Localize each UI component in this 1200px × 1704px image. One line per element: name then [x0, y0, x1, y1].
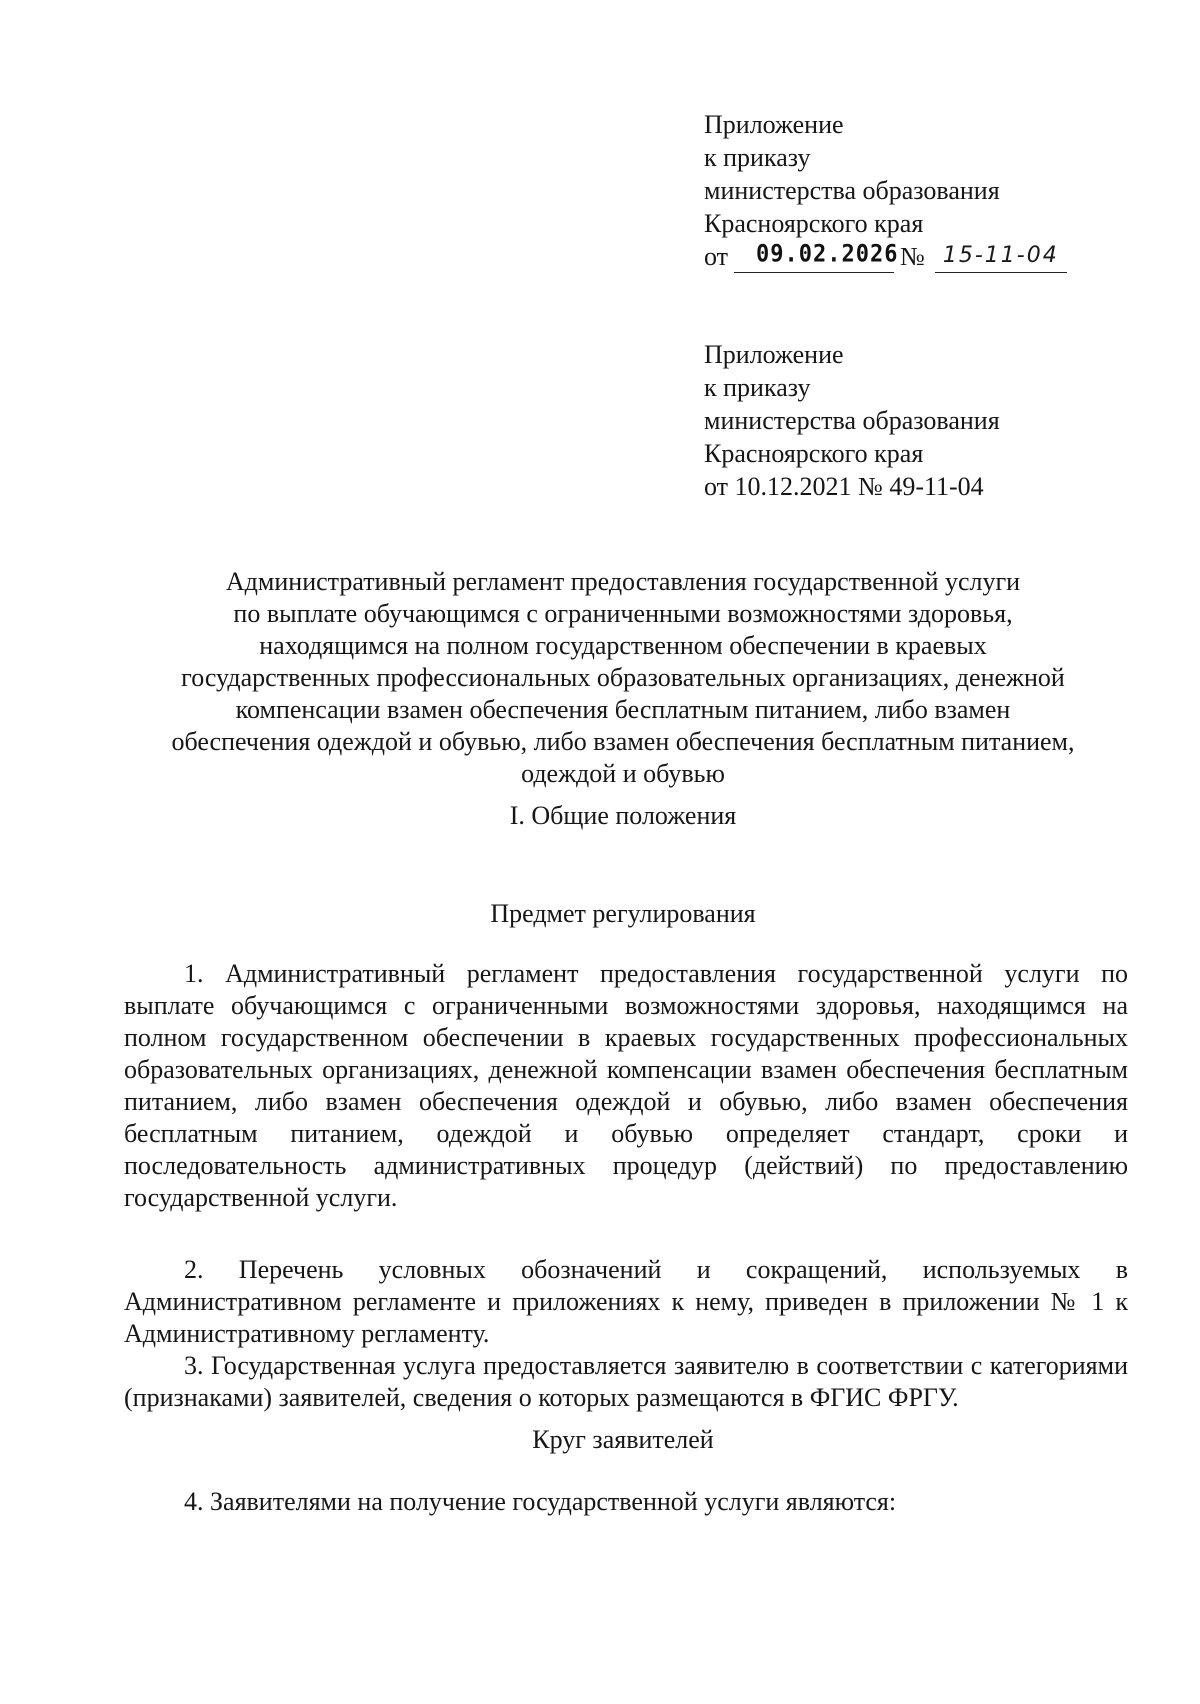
document-title: [118, 566, 1128, 790]
title-line: государственных профессиональных образовательных организациях, денежной: [181, 663, 1065, 692]
annex-line: Приложение: [704, 340, 844, 369]
number-blank: [935, 242, 1067, 273]
date-blank: [734, 240, 899, 273]
paragraph-4: 4. Заявителями на получение государственной услуги являются:: [184, 1487, 897, 1516]
stamped-date: 09.02.2026: [756, 240, 899, 268]
handwritten-number: 15-11-04: [942, 243, 1059, 268]
title-line: одеждой и обувью: [521, 759, 725, 788]
paragraph-1: 1. Административный регламент предоставления государственной услуги по выплате обучающимся с ограниченными возможностями здоровья, находящимся на полном государственном обеспечении в краевых государственных профессиональных образовательных организациях, денежной компенсации взамен обеспечения бесплатным питанием, либо взамен обеспечения одеждой и обувью, либо взамен обеспечения бесплатным питанием, одеждой и обувью определяет стандарт, сроки и последовательность административных процедур (действий) по предоставлению государственной услуги.: [124, 959, 1128, 1212]
number-prefix: №: [900, 242, 925, 271]
paragraph-2: 2. Перечень условных обозначений и сокращений, используемых в Административном регламенте и приложениях к нему, приведен в приложении № 1 к Административному регламенту.: [124, 1255, 1128, 1348]
section-heading: I. Общие положения: [509, 801, 737, 830]
annex-line: министерства образования: [704, 176, 1000, 205]
annex-block-current: [704, 108, 1067, 273]
title-line: Административный регламент предоставления государственной услуги: [225, 567, 1021, 596]
order-date-number-line: [704, 240, 1067, 273]
title-line: обеспечения одеждой и обувью, либо взамен обеспечения бесплатным питанием,: [171, 727, 1075, 756]
annex-line: министерства образования: [704, 406, 1000, 435]
subsection-heading: Предмет регулирования: [490, 899, 756, 928]
date-prefix: от: [704, 242, 729, 271]
title-line: компенсации взамен обеспечения бесплатным питанием, либо взамен: [235, 695, 1011, 724]
title-line: находящимся на полном государственном обеспечении в краевых: [259, 631, 987, 660]
annex-line: от 10.12.2021 № 49-11-04: [704, 472, 984, 501]
annex-block-previous: [704, 338, 1000, 503]
annex-line: к приказу: [704, 373, 811, 402]
applicants-heading: Круг заявителей: [532, 1425, 714, 1454]
title-line: по выплате обучающимся с ограниченными возможностями здоровья,: [233, 599, 1013, 628]
paragraph-3: 3. Государственная услуга предоставляется заявителю в соответствии с категориями (признаками) заявителей, сведения о которых размещаются в ФГИС ФРГУ.: [124, 1351, 1128, 1412]
annex-line: Приложение: [704, 110, 844, 139]
annex-line: Красноярского края: [704, 209, 924, 238]
annex-line: Красноярского края: [704, 439, 924, 468]
annex-line: к приказу: [704, 143, 811, 172]
